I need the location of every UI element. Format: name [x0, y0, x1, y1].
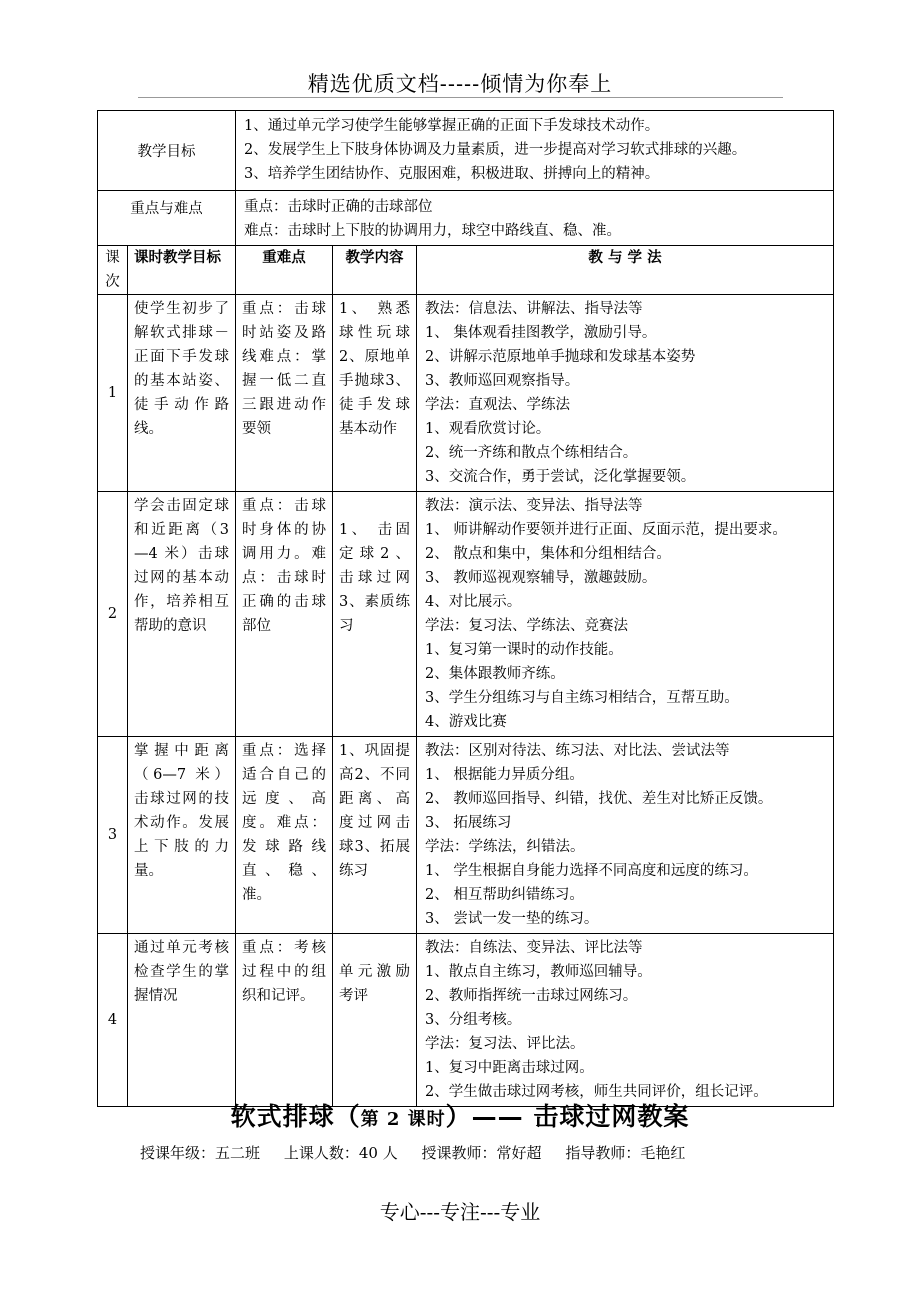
column-header-row — [98, 246, 834, 295]
lesson-goal: 掌握中距离（6—7 米）击球过网的技术动作。发展上下肢的力量。 — [128, 737, 236, 934]
method-line: 学法：学练法，纠错法。 — [425, 839, 585, 855]
teaching-plan-table — [97, 110, 834, 1107]
method-line: 2、 散点和集中，集体和分组相结合。 — [425, 546, 671, 562]
title-main: 软式排球（ — [230, 1102, 361, 1131]
page-header: 精选优质文档-----倾情为你奉上 — [307, 72, 613, 96]
lesson-content: 单元激励考评 — [333, 934, 417, 1107]
method-line: 4、对比展示。 — [425, 594, 522, 610]
lesson-goal: 使学生初步了解软式排球－正面下手发球的基本站姿、徒手动作路线。 — [128, 295, 236, 492]
method-line: 2、统一齐练和散点个练相结合。 — [425, 445, 638, 461]
objectives-label: 教学目标 — [98, 111, 236, 191]
lesson-row — [98, 737, 834, 934]
key-points-content — [236, 191, 834, 246]
method-line: 2、讲解示范原地单手抛球和发球基本姿势 — [425, 349, 696, 365]
lesson-methods — [417, 934, 834, 1107]
method-line: 1、 师讲解动作要领并进行正面、反面示范，提出要求。 — [425, 522, 787, 538]
lesson-methods — [417, 295, 834, 492]
method-line: 学法：直观法、学练法 — [425, 397, 570, 413]
lesson-goal: 通过单元考核检查学生的掌握情况 — [128, 934, 236, 1107]
lesson-goal: 学会击固定球和近距离（3—4 米）击球过网的基本动作，培养相互帮助的意识 — [128, 492, 236, 737]
page-footer: 专心---专注---专业 — [379, 1200, 541, 1224]
method-line: 1、 根据能力异质分组。 — [425, 767, 584, 783]
lesson-content: 1、 熟悉球性玩球2、原地单手抛球3、徒手发球基本动作 — [333, 295, 417, 492]
key-point-line: 难点：击球时上下肢的协调用力，球空中路线直、稳、准。 — [244, 223, 621, 239]
method-line: 1、 学生根据自身能力选择不同高度和远度的练习。 — [425, 863, 758, 879]
key-point-line: 重点：击球时正确的击球部位 — [244, 199, 433, 215]
method-line: 3、 拓展练习 — [425, 815, 512, 831]
method-line: 3、 尝试一发一垫的练习。 — [425, 911, 599, 927]
lesson-content: 1、 击固定球2、 击球过网3、素质练习 — [333, 492, 417, 737]
lesson-row — [98, 295, 834, 492]
objective-line: 2、发展学生上下肢身体协调及力量素质，进一步提高对学习软式排球的兴趣。 — [244, 142, 747, 158]
lesson-number: 2 — [98, 492, 128, 737]
method-line: 3、分组考核。 — [425, 1012, 522, 1028]
method-line: 1、散点自主练习，教师巡回辅导。 — [425, 964, 652, 980]
col-header-content: 教学内容 — [333, 246, 417, 295]
lesson-plan-title — [0, 1097, 920, 1133]
method-line: 2、集体跟教师齐练。 — [425, 666, 565, 682]
lesson-number: 1 — [98, 295, 128, 492]
method-line: 学法：复习法、学练法、竞赛法 — [425, 618, 628, 634]
lesson-key-points: 重点：击球时站姿及路线难点：掌握一低二直三跟进动作要领 — [236, 295, 333, 492]
lesson-content: 1、巩固提高2、不同距离、高度过网击球3、拓展练习 — [333, 737, 417, 934]
objectives-row — [98, 111, 834, 191]
col-header-key: 重难点 — [236, 246, 333, 295]
title-lesson-number: 第 2 课时 — [360, 1109, 446, 1130]
method-line: 1、 集体观看挂图教学，激励引导。 — [425, 325, 657, 341]
lesson-key-points: 重点：考核过程中的组织和记评。 — [236, 934, 333, 1107]
method-line: 1、复习第一课时的动作技能。 — [425, 642, 623, 658]
header-divider — [138, 97, 783, 98]
objective-line: 1、通过单元学习使学生能够掌握正确的正面下手发球技术动作。 — [244, 118, 660, 134]
objectives-content — [236, 111, 834, 191]
key-points-label: 重点与难点 — [98, 191, 236, 246]
lesson-number: 4 — [98, 934, 128, 1107]
lesson-row — [98, 492, 834, 737]
lesson-row — [98, 934, 834, 1107]
method-line: 2、 教师巡回指导、纠错，找优、差生对比矫正反馈。 — [425, 791, 773, 807]
method-line: 3、 教师巡视观察辅导，激趣鼓励。 — [425, 570, 657, 586]
col-header-goal: 课时教学目标 — [128, 246, 236, 295]
method-line: 4、游戏比赛 — [425, 714, 507, 730]
method-line: 教法：信息法、讲解法、指导法等 — [425, 301, 643, 317]
method-line: 1、观看欣赏讨论。 — [425, 421, 551, 437]
method-line: 3、交流合作，勇于尝试，泛化掌握要领。 — [425, 469, 696, 485]
class-info-line: 授课年级：五二班 上课人数：40 人 授课教师：常好超 指导教师：毛艳红 — [140, 1144, 686, 1162]
method-line: 学法：复习法、评比法。 — [425, 1036, 585, 1052]
col-header-num: 课次 — [98, 246, 128, 295]
objective-line: 3、培养学生团结协作、克服困难，积极进取、拼搏向上的精神。 — [244, 166, 660, 182]
method-line: 3、教师巡回观察指导。 — [425, 373, 580, 389]
method-line: 2、 相互帮助纠错练习。 — [425, 887, 584, 903]
lesson-key-points: 重点：选择适合自己的远度、高度。难点：发球路线直、稳、准。 — [236, 737, 333, 934]
method-line: 3、学生分组练习与自主练习相结合，互帮互助。 — [425, 690, 739, 706]
method-line: 1、复习中距离击球过网。 — [425, 1060, 594, 1076]
key-points-row — [98, 191, 834, 246]
col-header-method: 教 与 学 法 — [417, 246, 834, 295]
title-tail: ）—— 击球过网教案 — [445, 1102, 690, 1131]
method-line: 教法：自练法、变异法、评比法等 — [425, 940, 643, 956]
lesson-number: 3 — [98, 737, 128, 934]
lesson-methods — [417, 737, 834, 934]
method-line: 2、教师指挥统一击球过网练习。 — [425, 988, 638, 1004]
lesson-key-points: 重点：击球时身体的协调用力。难点：击球时正确的击球部位 — [236, 492, 333, 737]
method-line: 教法：演示法、变异法、指导法等 — [425, 498, 643, 514]
method-line: 2、学生做击球过网考核，师生共同评价，组长记评。 — [425, 1084, 768, 1100]
lesson-methods — [417, 492, 834, 737]
method-line: 教法：区别对待法、练习法、对比法、尝试法等 — [425, 743, 730, 759]
